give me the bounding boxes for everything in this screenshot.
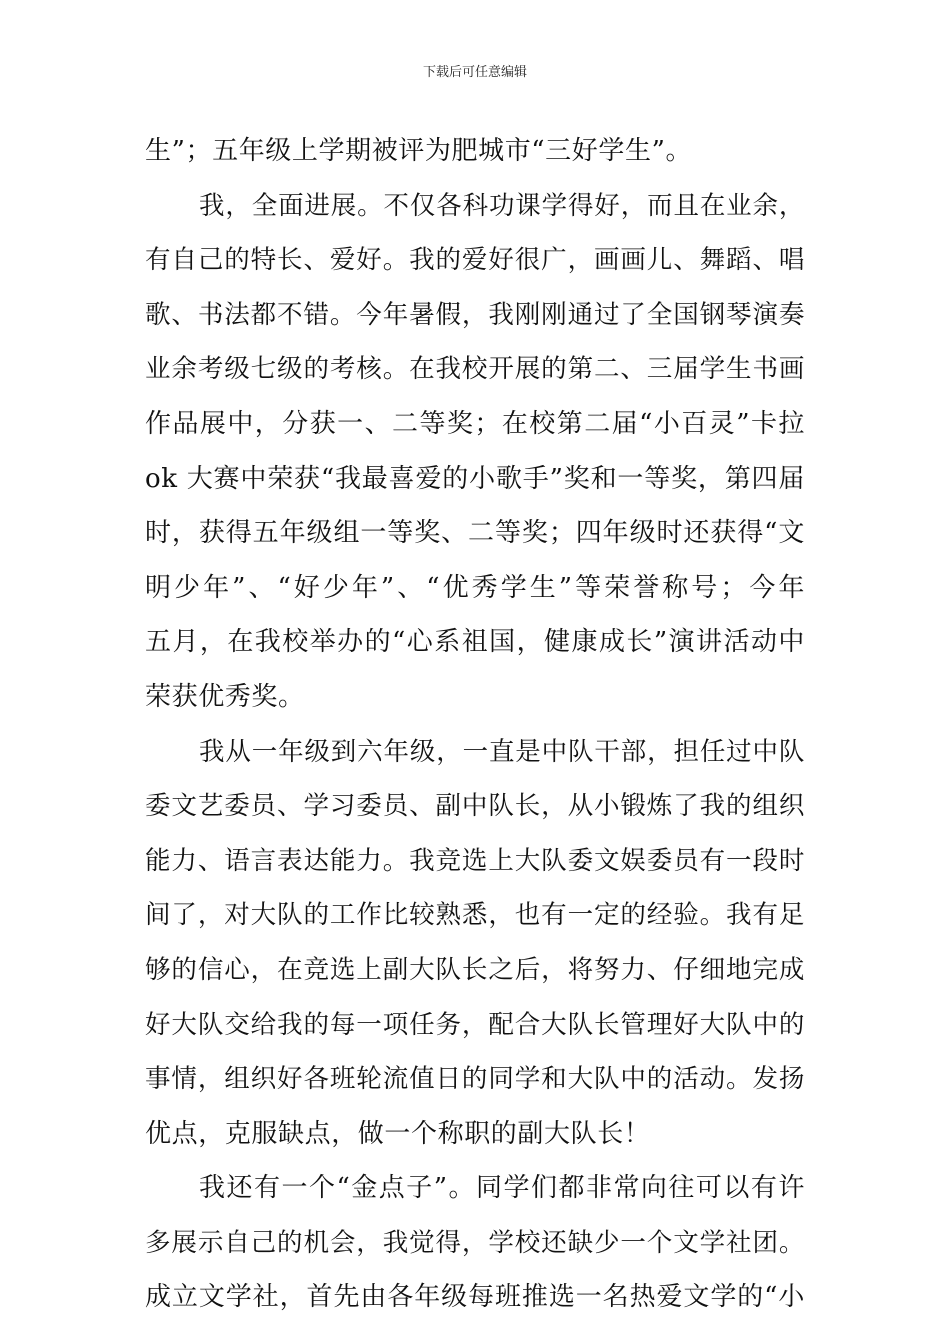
text-line: ok 大赛中荣获“我最喜爱的小歌手”奖和一等奖，第四届	[145, 463, 805, 494]
text-line: 业余考级七级的考核。在我校开展的第二、三届学生书画	[145, 354, 805, 385]
text-line: 五月，在我校举办的“心系祖国，健康成长”演讲活动中	[145, 627, 805, 658]
text-line: 时，获得五年级组一等奖、二等奖；四年级时还获得“文	[145, 518, 805, 549]
text-line: 够的信心，在竞选上副大队长之后，将努力、仔细地完成	[145, 954, 805, 985]
text-line: 好大队交给我的每一项任务，配合大队长管理好大队中的	[145, 1009, 805, 1040]
text-line: 歌、书法都不错。今年暑假，我刚刚通过了全国钢琴演奏	[145, 299, 805, 330]
text-line: 优点，克服缺点，做一个称职的副大队长！	[145, 1118, 651, 1149]
text-line: 明少年”、“好少年”、“优秀学生”等荣誉称号；今年	[145, 572, 805, 603]
text-line: 成立文学社，首先由各年级每班推选一名热爱文学的“小	[145, 1282, 805, 1313]
text-line: 事情，组织好各班轮流值日的同学和大队中的活动。发扬	[145, 1064, 805, 1095]
text-line: 我，全面进展。不仅各科功课学得好，而且在业余，	[199, 190, 805, 221]
text-line: 能力、语言表达能力。我竞选上大队委文娱委员有一段时	[145, 845, 805, 876]
text-line: 委文艺委员、学习委员、副中队长，从小锻炼了我的组织	[145, 791, 805, 822]
text-line: 作品展中，分获一、二等奖；在校第二届“小百灵”卡拉	[145, 408, 805, 439]
text-line: 有自己的特长、爱好。我的爱好很广，画画儿、舞蹈、唱	[145, 245, 805, 276]
text-line: 多展示自己的机会，我觉得，学校还缺少一个文学社团。	[145, 1227, 805, 1258]
text-line: 我还有一个“金点子”。同学们都非常向往可以有许	[199, 1173, 805, 1204]
text-line: 间了，对大队的工作比较熟悉，也有一定的经验。我有足	[145, 900, 805, 931]
page-header: 下载后可任意编辑	[422, 65, 527, 80]
text-line: 荣获优秀奖。	[145, 681, 305, 712]
text-line: 生”；五年级上学期被评为肥城市“三好学生”。	[145, 136, 693, 166]
document-body	[145, 124, 805, 1325]
text-line: 我从一年级到六年级，一直是中队干部，担任过中队	[199, 736, 805, 767]
